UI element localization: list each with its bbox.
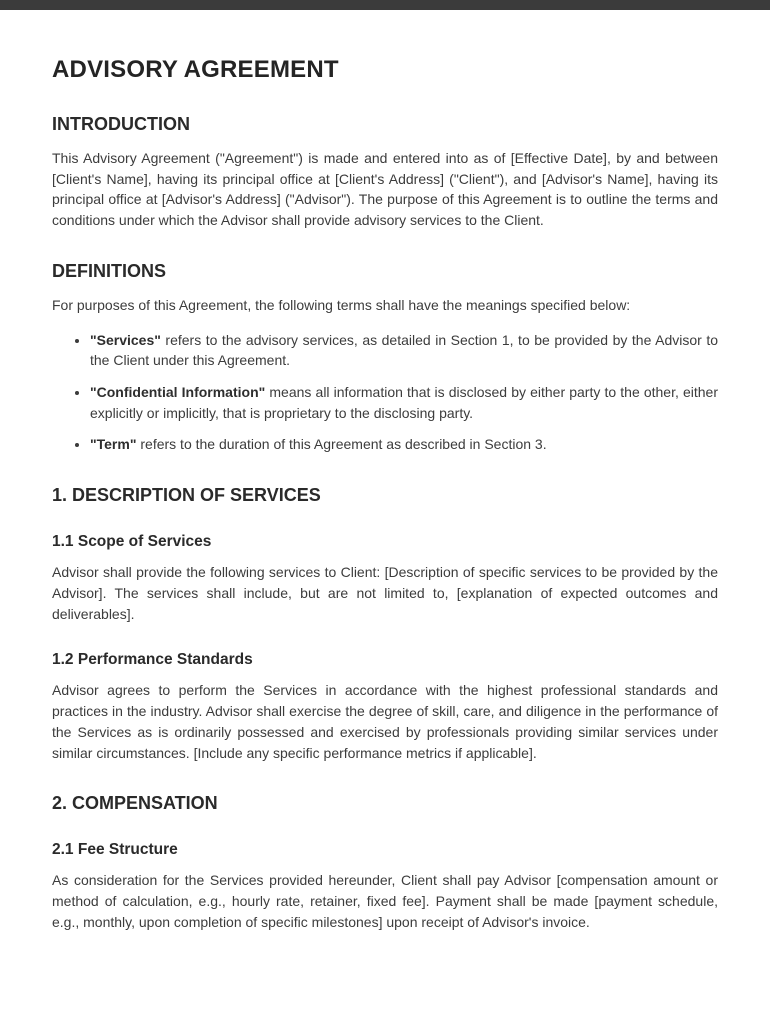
section-heading-compensation: 2. COMPENSATION — [52, 793, 218, 814]
fee-structure-paragraph: As consideration for the Services provided hereunder, Client shall pay Advisor [compensation amount or method of calculation, e.g., hourly rate, retainer, fixed fee]. Payment shall be made [payment schedule, e.g., monthly, upon completion of specific milestones] upon receipt of Advisor's invoice. — [52, 872, 718, 930]
definition-item-term — [90, 434, 718, 455]
definition-term: "Term" — [90, 436, 137, 453]
section-heading-introduction: INTRODUCTION — [52, 114, 190, 134]
definition-item-services — [90, 330, 718, 371]
definition-term: "Services" — [90, 331, 161, 348]
document-content — [0, 56, 770, 932]
definition-term: "Confidential Information" — [90, 384, 266, 401]
introduction-paragraph: This Advisory Agreement ("Agreement") is made and entered into as of [Effective Date], by and between [Client's Name], having its principal office at [Client's Address] ("Client"), and [Advisor's Name], having its principal office at [Advisor's Address] ("Advisor"). The purpose of this Agreement is to outline the terms and conditions under which the Advisor shall provide advisory services to the Client. — [52, 150, 718, 229]
performance-standards-paragraph: Advisor agrees to perform the Services in accordance with the highest professional standards and practices in the industry. Advisor shall exercise the degree of skill, care, and diligence in the performance of the Services as is ordinarily possessed and exercised by professionals providing similar services under similar circumstances. [Include any specific performance metrics if applicable]. — [52, 682, 718, 761]
document-title: ADVISORY AGREEMENT — [52, 56, 339, 83]
section-heading-description-of-services: 1. DESCRIPTION OF SERVICES — [52, 485, 321, 506]
scope-of-services-paragraph: Advisor shall provide the following services to Client: [Description of specific services to be provided by the Advisor]. The services shall include, but are not limited to, [explanation of expected outcomes and deliverables]. — [52, 564, 718, 622]
sub-heading-performance-standards: 1.2 Performance Standards — [52, 651, 253, 669]
definition-text: refers to the advisory services, as detailed in Section 1, to be provided by the Advisor to the Client under this Agreement. — [90, 331, 718, 369]
sub-heading-scope-of-services: 1.1 Scope of Services — [52, 533, 212, 551]
sub-heading-fee-structure: 2.1 Fee Structure — [52, 841, 178, 859]
definition-text: means all information that is disclosed by either party to the other, either explicitly or implicitly, that is proprietary to the disclosing party. — [90, 384, 719, 421]
definitions-list — [52, 330, 718, 456]
definition-text: refers to the duration of this Agreement as described in Section 3. — [136, 436, 547, 453]
top-bar — [0, 0, 770, 10]
section-heading-definitions: DEFINITIONS — [52, 260, 167, 281]
definition-item-confidential-information — [90, 382, 718, 423]
definitions-intro-paragraph: For purposes of this Agreement, the following terms shall have the meanings specified below: — [52, 296, 631, 313]
